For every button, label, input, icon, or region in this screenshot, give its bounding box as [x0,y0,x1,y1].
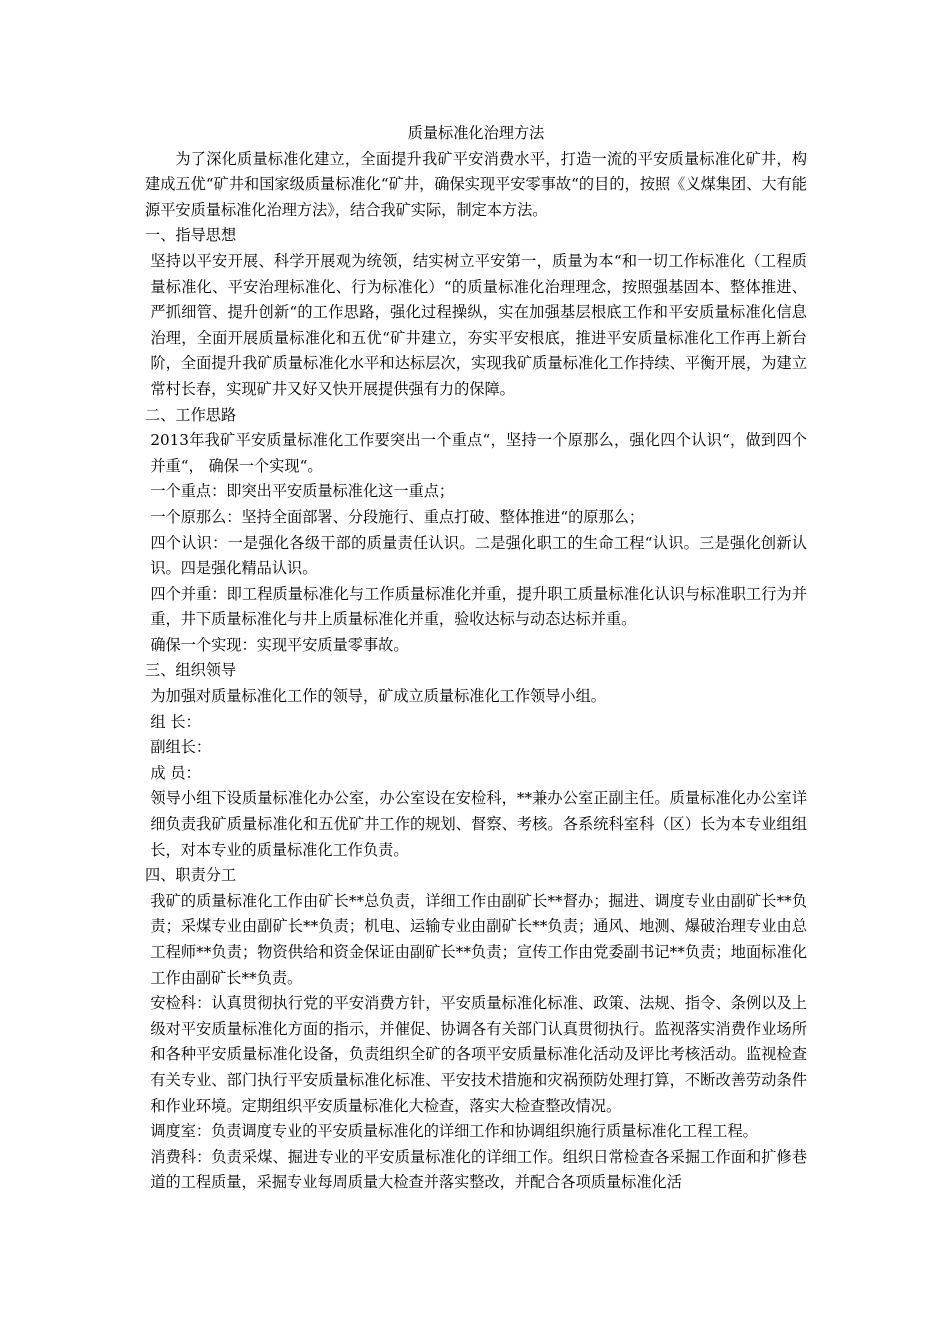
section-heading: 四、职责分工 [145,866,237,885]
body-paragraph: 副组长： [150,738,212,757]
section-heading: 二、工作思路 [145,405,237,424]
body-paragraph: 领导小组下设质量标准化办公室，办公室设在安检科，**兼办公室正副主任。质量标准化办公室详细负责我矿质量标准化和五优矿井工作的规划、督察、考核。各系统科室科（区）长为本专业组组长，对本专业的质量标准化工作负责。 [150,789,807,859]
body-paragraph: 为了深化质量标准化建立，全面提升我矿平安消费水平，打造一流的平安质量标准化矿井，构建成五优“矿井和国家级质量标准化“矿井，确保实现平安零事故“的目的，按照《义煤集团、大有能源平安质量标准化治理方法》，结合我矿实际，制定本方法。 [145,149,807,219]
body-paragraph: 2013年我矿平安质量标准化工作要突出一个重点“，坚持一个原那么，强化四个认识“，做到四个并重“， 确保一个实现“。 [150,431,807,475]
body-paragraph: 四个认识：一是强化各级干部的质量责任认识。二是强化职工的生命工程“认识。三是强化创新认识。四是强化精品认识。 [150,533,807,578]
body-paragraph: 一个原那么：坚持全面部署、分段施行、重点打破、整体推进“的原那么； [150,507,645,526]
section-heading: 三、组织领导 [145,661,237,680]
body-paragraph: 调度室：负责调度专业的平安质量标准化的详细工作和协调组织施行质量标准化工程工程。 [150,1122,758,1141]
body-paragraph: 一个重点：即突出平安质量标准化这一重点； [150,482,455,501]
body-paragraph: 确保一个实现：实现平安质量零事故。 [150,635,409,654]
body-paragraph: 坚持以平安开展、科学开展观为统领，结实树立平安第一，质量为本“和一切工作标准化（工程质量标准化、平安治理标准化、行为标准化）“的质量标准化治理理念，按照强基固本、整体推进、严抓细管、提升创新“的工作思路，强化过程操纵，实在加强基层根底工作和平安质量标准化信息治理，全面开展质量标准化和五优“矿井建立，夯实平安根底，推进平安质量标准化工作再上新台阶，全面提升我矿质量标准化水平和达标层次，实现我矿质量标准化工作持续、平衡开展，为建立常村长春，实现矿井又好又快开展提供强有力的保障。 [150,251,807,398]
body-paragraph: 我矿的质量标准化工作由矿长**总负责，详细工作由副矿长**督办；掘进、调度专业由副矿长**负责；采煤专业由副矿长**负责；机电、运输专业由副矿长**负责；通风、地测、爆破治理专业由总工程师**负责；物资供给和资金保证由副矿长**负责；宣传工作由党委副书记**负责；地面标准化工作由副矿长**负责。 [150,891,807,987]
body-paragraph: 成 员： [150,763,201,782]
body-paragraph: 消费科：负责采煤、掘进专业的平安质量标准化的详细工作。组织日常检查各采掘工作面和扩修巷道的工程质量，采掘专业每周质量大检查并落实整改，并配合各项质量标准化活 [150,1147,807,1192]
body-paragraph: 安检科：认真贯彻执行党的平安消费方针，平安质量标准化标准、政策、法规、指令、条例以及上级对平安质量标准化方面的指示，并催促、协调各有关部门认真贯彻执行。监视落实消费作业场所和各种平安质量标准化设备，负责组织全矿的各项平安质量标准化活动及评比考核活动。监视检查有关专业、部门执行平安质量标准化标准、平安技术措施和灾祸预防处理打算，不断改善劳动条件和作业环境。定期组织平安质量标准化大检查，落实大检查整改情况。 [150,994,807,1115]
body-paragraph: 四个并重：即工程质量标准化与工作质量标准化并重，提升职工质量标准化认识与标准职工行为并重，井下质量标准化与井上质量标准化并重，验收达标与动态达标并重。 [150,584,807,629]
document-body [145,147,807,1196]
section-heading: 一、指导思想 [145,226,237,245]
document-page [145,121,807,1196]
body-paragraph: 组 长： [150,712,201,731]
body-paragraph: 为加强对质量标准化工作的领导，矿成立质量标准化工作领导小组。 [150,687,606,706]
document-title: 质量标准化治理方法 [407,124,545,142]
